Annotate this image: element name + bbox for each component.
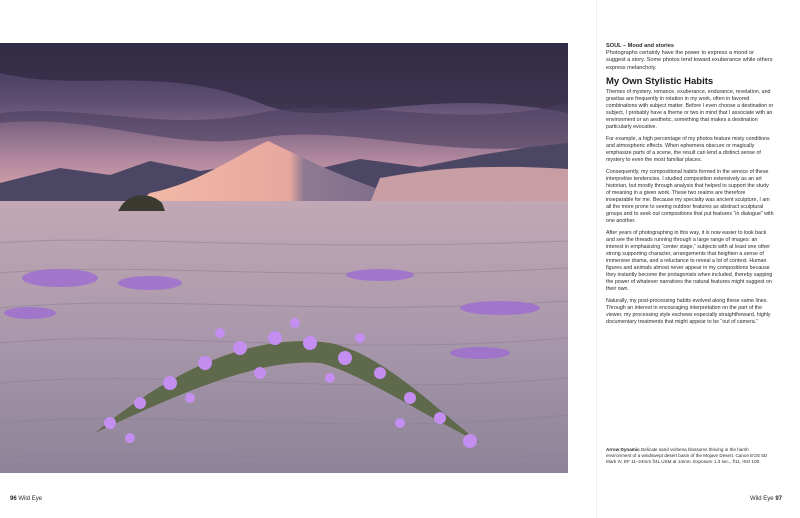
folio-right: [750, 495, 782, 503]
body-paragraph: Naturally, my post-processing habits evolved along these same lines. Through an interest in encouraging interpretation on the part of the viewer, my processing style eschews especially straightforward, highly documentary treatments that might appear to be “out of camera.”: [606, 297, 771, 325]
body-paragraph: After years of photographing in this way, it is now easier to look back and see the threads running through a large range of images: an interest in emphasizing “center stage,” subjects with at least one other strong supporting character, arrangements that heighten a sense of immersive drama, and a reluctance to reveal a lot of context. Human figures and animals almost never appear in my compositions because they instantly become the protagonists when included, thereby sapping the power of whatever narratives the natural features might suggest on their own.: [606, 229, 773, 292]
section-intro: Photographs certainly have the power to express a mood or suggest a story. Some photos tend toward exuberance while others express melancholy.: [606, 50, 773, 71]
caption-text: Delicate sand verbena blossoms thriving in the harsh environment of a windswept desert basin of the Mojave Desert. Canon EOS 5D Mark IV, EF 11–24mm f/4L USM at 14mm. Exposure 1.3 sec., f/11, ISO 100.: [606, 447, 768, 464]
page-number-left: 96: [10, 496, 17, 502]
book-title-right: Wild Eye: [749, 496, 774, 502]
page-number-right: 97: [775, 496, 782, 502]
folio-left: [10, 495, 42, 503]
body-paragraph: For example, a high percentage of my photos feature misty conditions and atmospheric effects. When ephemera obscure or magically emphasize parts of a scene, the result can lend a distinct sense of mystery to even the most familiar places.: [606, 135, 770, 163]
book-title-left: Wild Eye: [18, 496, 43, 502]
photo-caption: [606, 447, 774, 465]
body-paragraph: Themes of mystery, romance, exuberance, endurance, revelation, and gravitas are frequently in rotation in my work, often in favored combinations with subject matter. Before I even choose a destination or subject, I probably have a theme or two in mind that I associate with an environment or an aesthetic, something that makes a destination particularly evocative.: [606, 88, 774, 130]
section-label: SOUL – Mood and stories: [606, 43, 674, 49]
page-gutter: [596, 0, 597, 518]
article-heading: My Own Stylistic Habits: [606, 75, 714, 87]
body-paragraph: Consequently, my compositional habits formed in the service of these interpretive tendencies. I studied composition extensively as an art historian, but mostly through analysis that helped to support the study of meaning in a given work. These two realms are therefore inseparable for me. Because my specialty was ancient sculpture, I am all the more prone to seeing outdoor features as abstract sculptural groups and to seek out compositions that put features “in dialogue” with one another.: [606, 168, 774, 224]
landscape-image: [0, 43, 568, 473]
desert-flower-photo: [0, 43, 568, 473]
text-column: [606, 43, 774, 331]
caption-title: Arrow Dynamic: [606, 447, 640, 452]
